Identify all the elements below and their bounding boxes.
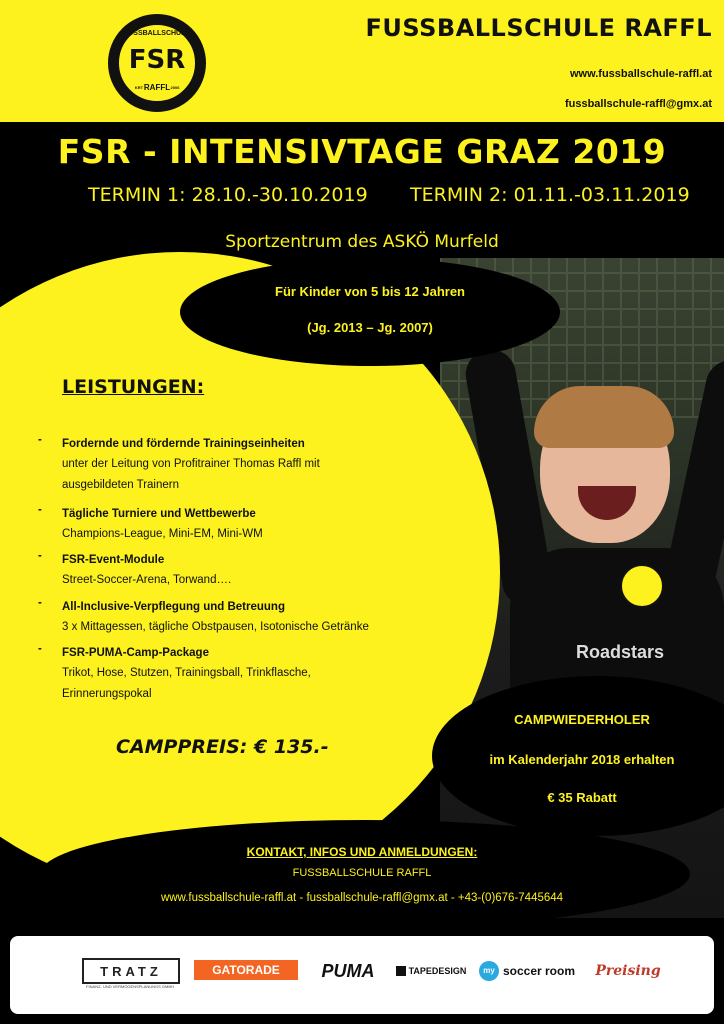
bullet-dash: - bbox=[38, 504, 42, 516]
age-line-2: (Jg. 2013 – Jg. 2007) bbox=[307, 320, 433, 335]
tapedesign-text: TAPEDESIGN bbox=[408, 966, 467, 976]
photo-hair bbox=[534, 386, 674, 448]
age-line-1: Für Kinder von 5 bis 12 Jahren bbox=[275, 284, 465, 299]
leistungen-title: LEISTUNGEN: bbox=[62, 376, 205, 398]
sponsor-preising-logo: Preising bbox=[595, 963, 661, 979]
brand-title: FUSSBALLSCHULE RAFFL bbox=[365, 14, 712, 42]
sponsor-bar bbox=[10, 936, 714, 1014]
campwiederholer-line-3: € 35 Rabatt bbox=[547, 790, 617, 805]
leistung-item-4 bbox=[38, 597, 418, 638]
leistung-item-2 bbox=[38, 504, 418, 545]
header-email-link[interactable]: fussballschule-raffl@gmx.at bbox=[564, 98, 712, 110]
leistung-desc: unter der Leitung von Profitrainer Thomas Raffl mit bbox=[62, 458, 320, 470]
leistung-desc: 3 x Mittagessen, tägliche Obstpausen, Isotonische Getränke bbox=[62, 621, 369, 633]
bullet-dash: - bbox=[38, 597, 42, 609]
termin-2: TERMIN 2: 01.11.-03.11.2019 bbox=[410, 184, 690, 206]
tapedesign-icon bbox=[396, 966, 406, 976]
bullet-dash: - bbox=[38, 434, 42, 446]
logo-center-text: FSR bbox=[128, 45, 186, 75]
soccerroom-text: soccer room bbox=[502, 964, 576, 978]
fsr-logo-inner bbox=[117, 23, 197, 103]
leistung-desc: Erinnerungspokal bbox=[62, 688, 152, 700]
fsr-logo bbox=[108, 14, 206, 112]
photo-shirt-text: Roadstars bbox=[576, 642, 665, 662]
leistung-title: All-Inclusive-Verpflegung und Betreuung bbox=[62, 601, 285, 613]
soccerroom-icon: my bbox=[479, 961, 499, 981]
bullet-dash: - bbox=[38, 550, 42, 562]
leistung-desc: Trikot, Hose, Stutzen, Trainingsball, Trinkflasche, bbox=[62, 667, 311, 679]
campwiederholer-line-1: CAMPWIEDERHOLER bbox=[514, 712, 650, 727]
sponsor-puma-logo: PUMA bbox=[321, 960, 375, 981]
leistung-item-3 bbox=[38, 550, 418, 591]
logo-top-text: FUSSBALLSCHULE bbox=[123, 30, 191, 37]
sponsor-soccerroom-logo bbox=[472, 956, 582, 986]
sponsor-tapedesign-logo bbox=[386, 956, 476, 986]
leistung-title: FSR-PUMA-Camp-Package bbox=[62, 647, 209, 659]
sponsor-tratz-subtitle: FINANZ- UND VERMÖGENSPLANUNGS GMBH bbox=[86, 984, 174, 989]
leistung-title: Fordernde und fördernde Trainingseinheiten bbox=[62, 438, 305, 450]
header-band bbox=[0, 0, 724, 122]
contact-title: KONTAKT, INFOS UND ANMELDUNGEN: bbox=[246, 845, 478, 859]
sponsor-gatorade-logo: GATORADE bbox=[194, 960, 298, 980]
leistung-title: FSR-Event-Module bbox=[62, 554, 165, 566]
age-ellipse bbox=[180, 258, 560, 366]
leistung-item-5 bbox=[38, 643, 418, 705]
leistung-desc: ausgebildeten Trainern bbox=[62, 479, 179, 491]
leistung-item-1 bbox=[38, 434, 418, 496]
header-website-link[interactable]: www.fussballschule-raffl.at bbox=[569, 68, 712, 80]
leistung-title: Tägliche Turniere und Wettbewerbe bbox=[62, 508, 256, 520]
venue: Sportzentrum des ASKÖ Murfeld bbox=[225, 232, 499, 252]
contact-name: FUSSBALLSCHULE RAFFL bbox=[292, 867, 432, 879]
leistung-desc: Street-Soccer-Arena, Torwand…. bbox=[62, 574, 232, 586]
event-title: FSR - INTENSIVTAGE GRAZ 2019 bbox=[57, 132, 667, 171]
logo-right-text: 2006 bbox=[170, 85, 180, 90]
bullet-dash: - bbox=[38, 643, 42, 655]
campwiederholer-line-2: im Kalenderjahr 2018 erhalten bbox=[489, 752, 675, 767]
logo-left-text: KRT bbox=[134, 85, 144, 90]
sponsor-tratz-logo: TRATZ bbox=[82, 958, 180, 984]
termin-1: TERMIN 1: 28.10.-30.10.2019 bbox=[88, 184, 368, 206]
contact-details[interactable]: www.fussballschule-raffl.at - fussballschule-raffl@gmx.at - +43-(0)676-7445644 bbox=[160, 892, 564, 904]
photo-badge bbox=[620, 564, 664, 608]
camp-price: CAMPPREIS: € 135.- bbox=[116, 736, 329, 758]
leistung-desc: Champions-League, Mini-EM, Mini-WM bbox=[62, 528, 263, 540]
logo-bottom-text: RAFFL bbox=[143, 83, 171, 92]
